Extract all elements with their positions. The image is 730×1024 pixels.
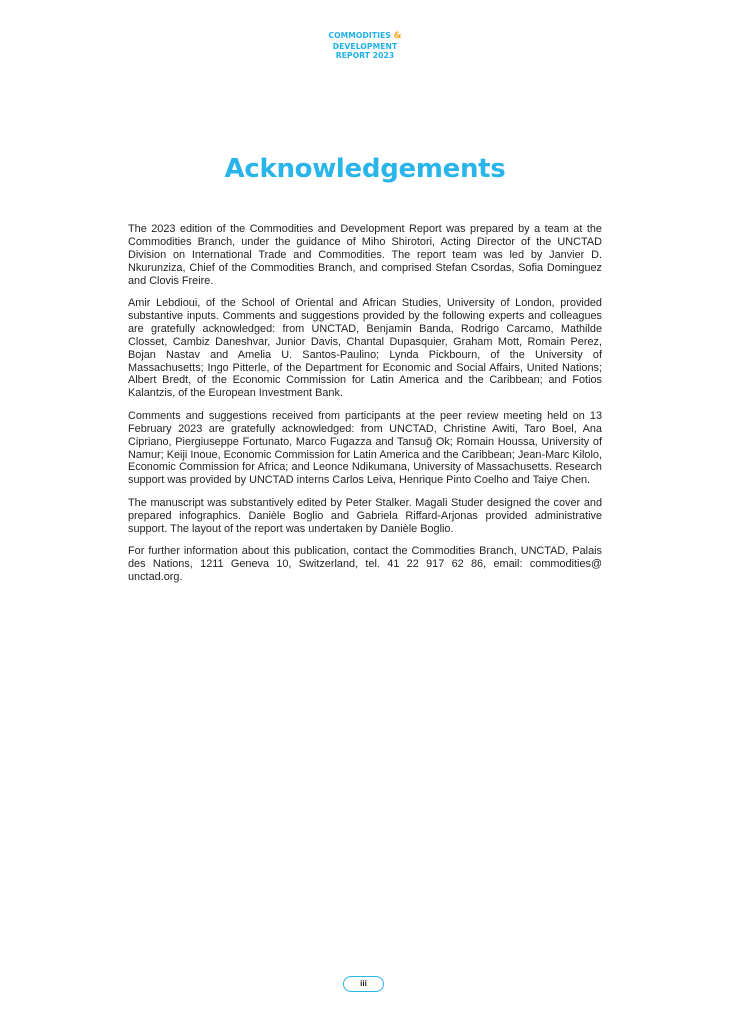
logo-ampersand: & — [393, 31, 402, 41]
paragraph-contributors: Amir Lebdioui, of the School of Oriental and African Studies, University of London, provided substantive inputs. Comments and suggestions provided by the following experts and colleagues are gratefully acknowledged: from UNCTAD, Benjamin Banda, Rodrigo Carcamo, Mathilde Closset, Cambiz Daneshvar, Junior Davis, Chantal Dupasquier, Graham Mott, Romain Perez, Bojan Nastav and Amelia U. Santos-Paulino; Lynda Pickbourn, of the University of Massachusetts; Ingo Pitterle, of the Department for Economic and Social Affairs, United Nations; Albert Bredt, of the Economic Commission for Latin America and the Caribbean; and Fotios Kalantzis, of the European Investment Bank. — [128, 297, 602, 400]
paragraph-peer-review: Comments and suggestions received from participants at the peer review meeting held on 13 February 2023 are gratefully acknowledged: from UNCTAD, Christine Awiti, Taro Boel, Ana Cipriano, Piergiuseppe Fortunato, Marco Fugazza and Tansuğ Ok; Romain Houssa, University of Namur; Keiji Inoue, Economic Commission for Latin America and the Caribbean; Jean-Marc Kilolo, Economic Commission for Africa; and Leonce Ndikumana, University of Massachusetts. Research support was provided by UNCTAD interns Carlos Leiva, Henrique Pinto Coelho and Taiye Chen. — [128, 409, 602, 487]
logo-line-report-year: REPORT 2023 — [335, 51, 395, 61]
page-number-badge: iii — [343, 976, 384, 992]
page-title: Acknowledgements — [224, 154, 506, 184]
report-logo — [0, 31, 730, 61]
logo-line-development: DEVELOPMENT — [332, 41, 398, 51]
paragraph-report-team: The 2023 edition of the Commodities and Development Report was prepared by a team at the Commodities Branch, under the guidance of Miho Shirotori, Acting Director of the UNCTAD Division on International Trade and Commodities. The report team was led by Janvier D. Nkurunziza, Chief of the Commodities Branch, and comprised Stefan Csordas, Sofia Dominguez and Clovis Freire. — [128, 223, 602, 287]
acknowledgements-body — [128, 223, 602, 593]
paragraph-contact-info: For further information about this publication, contact the Commodities Branch, UNCTAD, Palais des Nations, 1211 Geneva 10, Switzerland, tel. 41 22 917 62 86, email: commodities@ unctad.org. — [128, 544, 602, 583]
paragraph-editing-design: The manuscript was substantively edited by Peter Stalker. Magali Studer designed the cover and prepared infographics. Danièle Boglio and Gabriela Riffard-Arjonas provided administrative support. The layout of the report was undertaken by Danièle Boglio. — [128, 496, 602, 535]
logo-line-commodities: COMMODITIES — [328, 31, 391, 40]
